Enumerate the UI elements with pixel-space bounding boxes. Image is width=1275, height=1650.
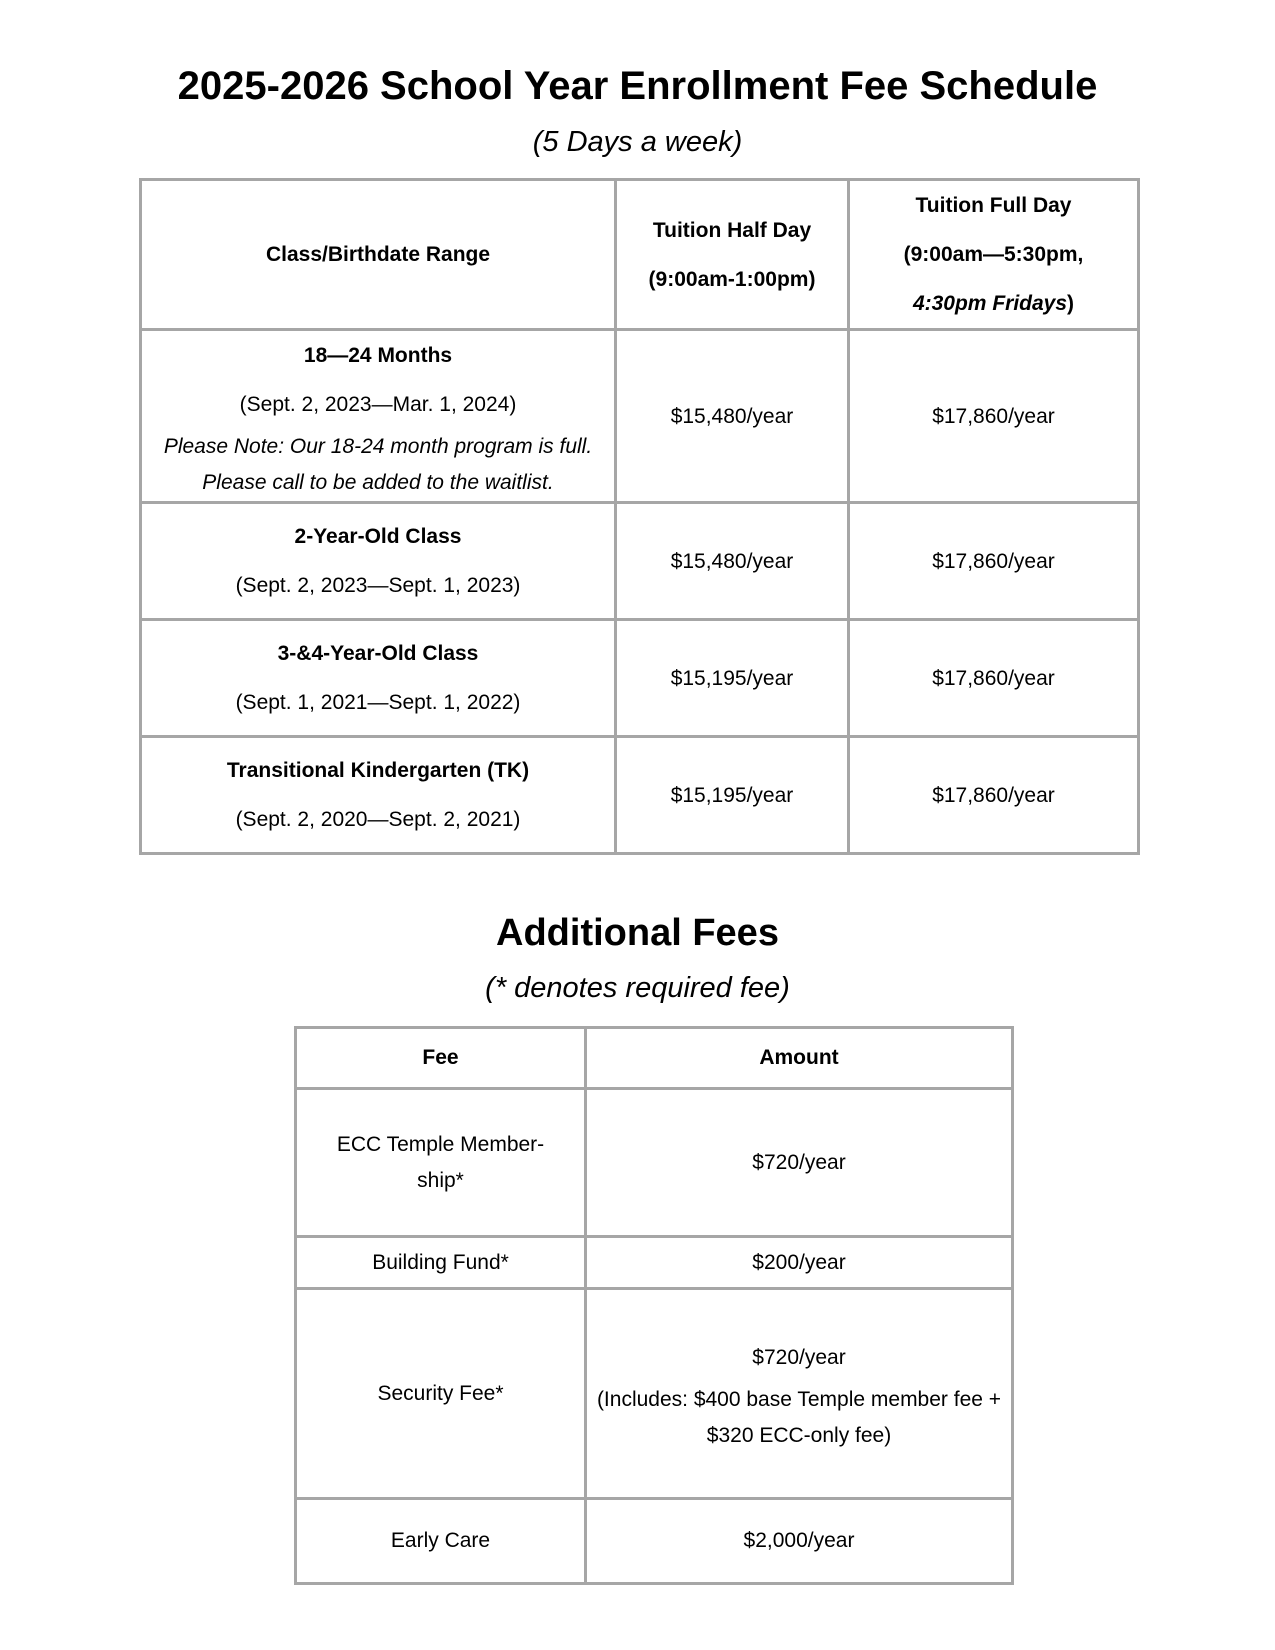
- full-day-price: $17,860/year: [849, 330, 1139, 503]
- full-day-price: $17,860/year: [849, 503, 1139, 620]
- fee-amount: $2,000/year: [586, 1499, 1013, 1584]
- fee-amount: $720/year: [586, 1089, 1013, 1237]
- fee-name: ECC Temple Member-ship*: [336, 1132, 545, 1192]
- header-full-day-friday-hours: 4:30pm Fridays: [912, 292, 1068, 315]
- table-row: [141, 737, 1139, 854]
- fee-name-cell: [296, 1499, 586, 1584]
- class-name: Transitional Kindergarten (TK): [226, 759, 530, 782]
- header-half-day-label: Tuition Half Day: [652, 218, 812, 242]
- header-class-range: [141, 180, 616, 330]
- table-row: [141, 330, 1139, 503]
- header-full-day: [849, 180, 1139, 330]
- fee-amount: $720/year: [752, 1346, 846, 1369]
- half-day-price: $15,195/year: [616, 620, 849, 737]
- waitlist-note: Please Note: Our 18-24 month program is full. Please call to be added to the waitlist.: [163, 435, 593, 494]
- birthdate-range: (Sept. 2, 2023—Mar. 1, 2024): [239, 393, 517, 416]
- table-row: [296, 1499, 1013, 1584]
- header-full-day-close-paren: ): [1067, 292, 1075, 315]
- fee-name-cell: [296, 1089, 586, 1237]
- table-row: [141, 503, 1139, 620]
- birthdate-range: (Sept. 2, 2023—Sept. 1, 2023): [235, 574, 521, 597]
- additional-fees-title: Additional Fees: [496, 912, 779, 954]
- header-full-day-label: Tuition Full Day: [915, 194, 1072, 217]
- half-day-price: $15,480/year: [616, 503, 849, 620]
- header-amount: Amount: [586, 1028, 1013, 1089]
- table-row: [141, 620, 1139, 737]
- class-cell: [141, 737, 616, 854]
- tuition-table: [139, 178, 1140, 855]
- full-day-price: $17,860/year: [849, 737, 1139, 854]
- header-half-day: [616, 180, 849, 330]
- class-cell: [141, 330, 616, 503]
- class-name: 2-Year-Old Class: [294, 525, 462, 548]
- page-subtitle: (5 Days a week): [532, 126, 743, 158]
- fees-header-row: [296, 1028, 1013, 1089]
- fee-amount-cell: [586, 1289, 1013, 1499]
- table-row: [296, 1289, 1013, 1499]
- additional-fees-subtitle: (* denotes required fee): [485, 972, 790, 1004]
- header-half-day-hours: (9:00am-1:00pm): [648, 267, 816, 291]
- table-row: [296, 1089, 1013, 1237]
- fee-amount: $200/year: [586, 1237, 1013, 1289]
- fee-name: Security Fee*: [377, 1381, 504, 1405]
- header-full-day-hours: (9:00am—5:30pm,: [903, 243, 1084, 266]
- class-name: 3-&4-Year-Old Class: [277, 642, 479, 665]
- table-row: [296, 1237, 1013, 1289]
- additional-fees-table: [294, 1026, 1014, 1585]
- class-cell: [141, 503, 616, 620]
- fee-name-cell: [296, 1237, 586, 1289]
- page-title: 2025-2026 School Year Enrollment Fee Schedule: [177, 64, 1098, 108]
- header-class-label: Class/Birthdate Range: [265, 243, 491, 266]
- half-day-price: $15,195/year: [616, 737, 849, 854]
- full-day-price: $17,860/year: [849, 620, 1139, 737]
- header-full-day-friday: [856, 279, 1131, 328]
- header-fee: Fee: [296, 1028, 586, 1089]
- fee-amount-detail: (Includes: $400 base Temple member fee + $320 ECC-only fee): [596, 1388, 1002, 1447]
- class-name: 18—24 Months: [303, 344, 453, 367]
- half-day-price: $15,480/year: [616, 330, 849, 503]
- class-cell: [141, 620, 616, 737]
- tuition-header-row: [141, 180, 1139, 330]
- fee-name-cell: [296, 1289, 586, 1499]
- fee-name: Building Fund*: [372, 1250, 509, 1274]
- fee-name: Early Care: [390, 1529, 491, 1552]
- birthdate-range: (Sept. 2, 2020—Sept. 2, 2021): [235, 808, 521, 831]
- birthdate-range: (Sept. 1, 2021—Sept. 1, 2022): [235, 691, 521, 714]
